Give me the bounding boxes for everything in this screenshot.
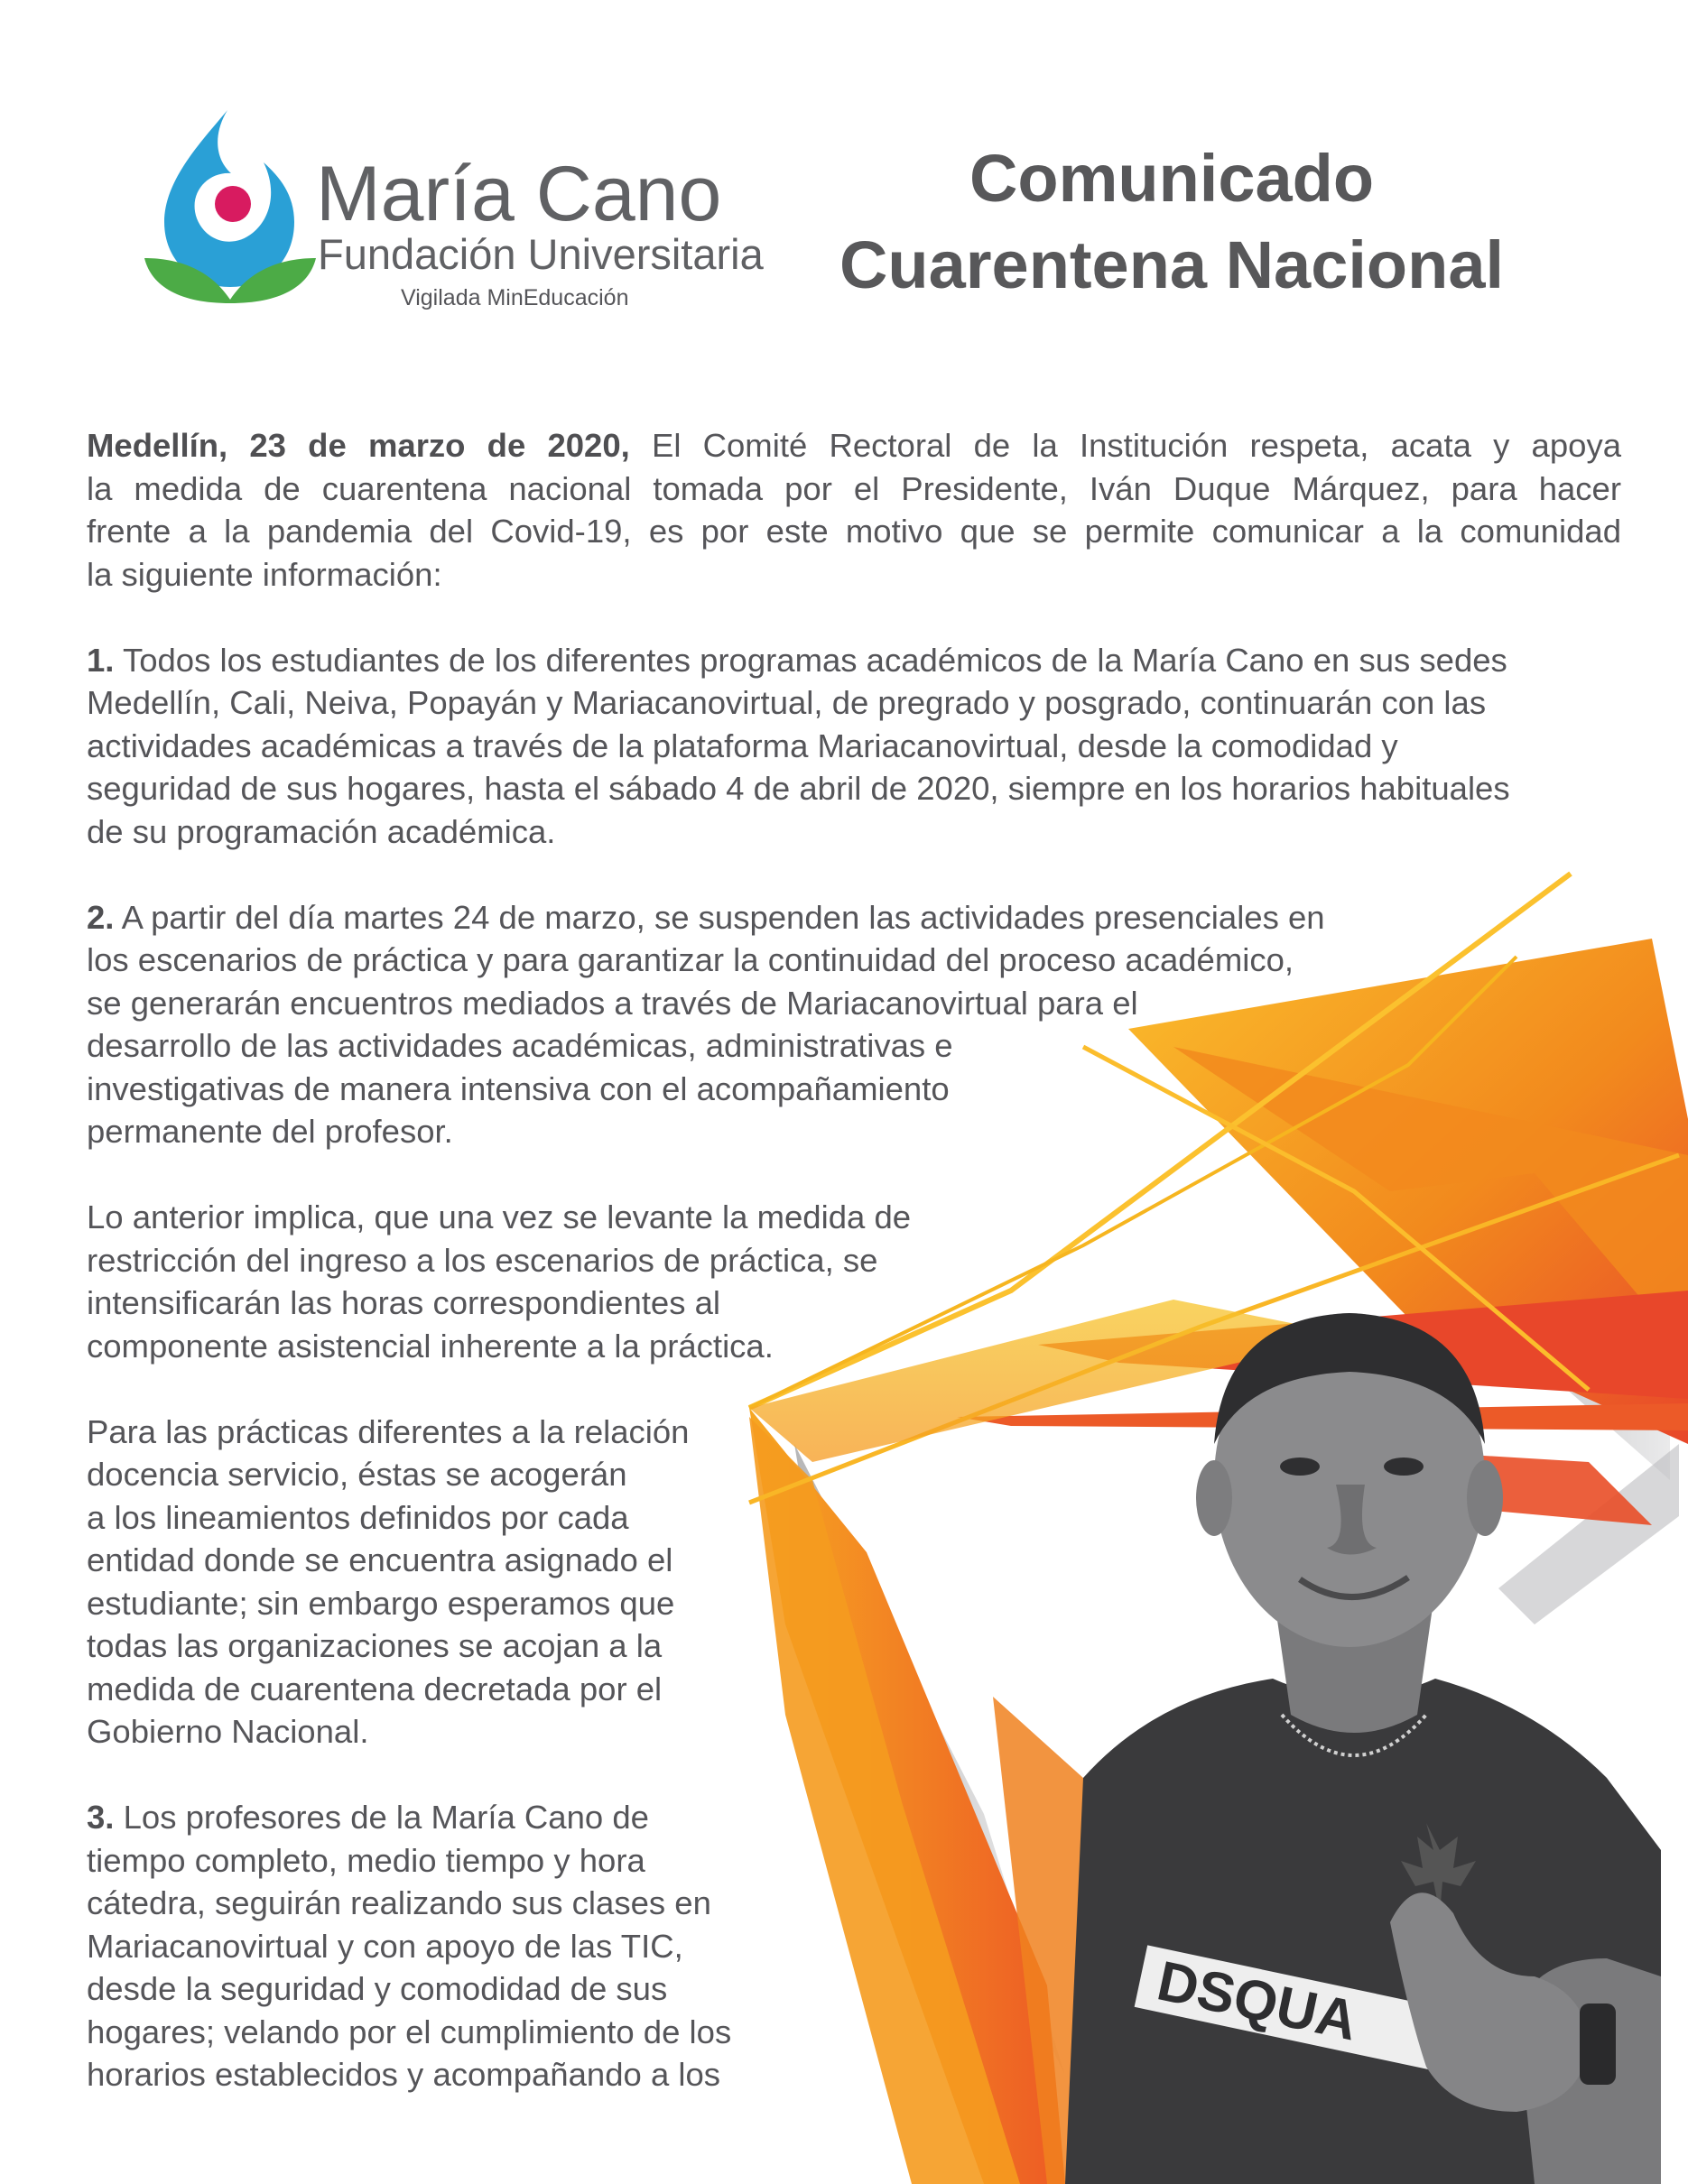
point-3-paragraph (87, 1796, 1621, 2096)
practicas-line: Para las prácticas diferentes a la relación (87, 1412, 690, 1450)
point-3-line: 3. Los profesores de la María Cano de (87, 1799, 649, 1836)
point-3-line: Mariacanovirtual y con apoyo de las TIC, (87, 1927, 683, 1965)
point-3-line: tiempo completo, medio tiempo y hora (87, 1841, 645, 1879)
anterior-line: Lo anterior implica, que una vez se levante la medida de (87, 1198, 912, 1235)
point-1-line: de su programación académica. (87, 812, 556, 850)
intro-line: la medida de cuarentena nacional tomada por el Presidente, Iván Duque Márquez, para hacer (87, 469, 1621, 507)
point-2-line: desarrollo de las actividades académicas, administrativas e (87, 1027, 953, 1064)
logo (144, 106, 764, 323)
title-line-1: Comunicado (969, 141, 1375, 216)
logo-emblem-icon (144, 106, 316, 305)
point-2-line: 2. A partir del día martes 24 de marzo, se suspenden las actividades presenciales en (87, 898, 1325, 936)
practicas-paragraph (87, 1411, 1621, 1754)
point-1-line: actividades académicas a través de la plataforma Mariacanovirtual, desde la comodidad y (87, 726, 1398, 764)
dateline: Medellín, 23 de marzo de 2020, (87, 427, 630, 464)
intro-paragraph (87, 424, 1621, 596)
anterior-paragraph (87, 1196, 1621, 1367)
logo-dot-icon (215, 186, 251, 222)
point-1-paragraph (87, 639, 1621, 854)
point-2-line: se generarán encuentros mediados a través de Mariacanovirtual para el (87, 984, 1138, 1022)
point-3-line: cátedra, seguirán realizando sus clases en (87, 1884, 711, 1921)
document-body (87, 424, 1621, 2139)
brand-subtitle: Fundación Universitaria (318, 230, 764, 278)
intro-line: Medellín, 23 de marzo de 2020, El Comité Rectoral de la Institución respeta, acata y apoya (87, 427, 1621, 464)
point-2-paragraph (87, 896, 1621, 1153)
point-3-line: hogares; velando por el cumplimiento de los (87, 2013, 732, 2050)
shirt-text: DSQUA (1152, 1949, 1363, 2053)
point-2-line: investigativas de manera intensiva con el acompañamiento (87, 1069, 950, 1107)
practicas-line: todas las organizaciones se acojan a la (87, 1627, 663, 1664)
point-1-line: Medellín, Cali, Neiva, Popayán y Mariacanovirtual, de pregrado y posgrado, continuarán con las (87, 684, 1487, 721)
brand-tagline: Vigilada MinEducación (401, 285, 629, 310)
practicas-line: entidad donde se encuentra asignado el (87, 1541, 673, 1578)
point-1-number: 1. (87, 641, 115, 679)
point-2-line: permanente del profesor. (87, 1113, 453, 1150)
practicas-line: a los lineamientos definidos por cada (87, 1498, 629, 1536)
practicas-line: docencia servicio, éstas se acogerán (87, 1456, 627, 1493)
point-3-line: desde la seguridad y comodidad de sus (87, 1970, 668, 2007)
practicas-line: medida de cuarentena decretada por el (87, 1670, 663, 1707)
anterior-line: componente asistencial inherente a la práctica. (87, 1327, 774, 1365)
anterior-line: intensificarán las horas correspondientes al (87, 1284, 721, 1321)
point-1-line: 1. Todos los estudiantes de los diferentes programas académicos de la María Cano en sus sedes (87, 641, 1507, 679)
anterior-line: restricción del ingreso a los escenarios de práctica, se (87, 1241, 878, 1279)
practicas-line: estudiante; sin embargo esperamos que (87, 1584, 675, 1622)
title-line-2: Cuarentena Nacional (839, 227, 1505, 302)
point-2-line: los escenarios de práctica y para garantizar la continuidad del proceso académico, (87, 941, 1294, 978)
intro-line: la siguiente información: (87, 555, 442, 593)
point-1-line: seguridad de sus hogares, hasta el sábado 4 de abril de 2020, siempre en los horarios habituales (87, 770, 1510, 807)
point-2-number: 2. (87, 898, 115, 936)
practicas-line: Gobierno Nacional. (87, 1713, 369, 1750)
point-3-number: 3. (87, 1799, 115, 1836)
intro-line: frente a la pandemia del Covid-19, es por este motivo que se permite comunicar a la comunidad (87, 513, 1621, 550)
page-title (784, 135, 1560, 309)
brand-name: María Cano (316, 151, 722, 237)
point-3-line: horarios establecidos y acompañando a los (87, 2056, 721, 2093)
